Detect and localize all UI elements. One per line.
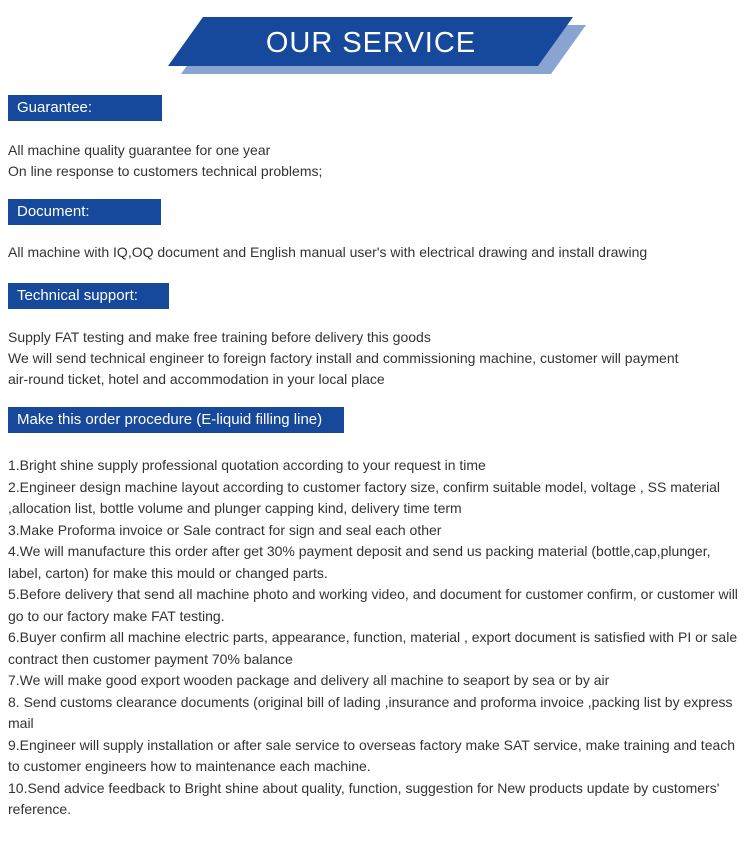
text-line: 9.Engineer will supply installation or after sale service to overseas factory make SAT service, make training and teach [8,736,736,753]
text-line: 1.Bright shine supply professional quotation according to your request in time [8,457,486,473]
text-line: 7.We will make good export wooden package and delivery all machine to seaport by sea or by air [8,672,610,688]
section-heading-technical-support: Technical support: [8,283,169,309]
text-line: go to our factory make FAT testing. [8,607,225,624]
section-order-procedure [0,407,750,821]
section-body-technical-support [8,327,746,390]
text-line: 3.Make Proforma invoice or Sale contract for sign and seal each other [8,521,442,538]
text-line: 8. Send customs clearance documents (original bill of lading ,insurance and proforma invoice ,packing list by express [8,693,733,710]
text-line: Supply FAT testing and make free training before delivery this goods [8,329,431,345]
text-line: reference. [8,801,72,817]
text-line: All machine quality guarantee for one year [8,142,271,158]
section-body-order-procedure [8,455,746,821]
text-line: On line response to customers technical problems; [8,163,323,179]
section-heading-order-procedure: Make this order procedure (E-liquid filling line) [8,407,344,433]
text-line: ,allocation list, bottle volume and plunger capping kind, delivery time term [8,500,462,516]
text-line: air-round ticket, hotel and accommodation in your local place [8,371,385,387]
text-line: 2.Engineer design machine layout according to customer factory size, confirm suitable model, voltage , SS material [8,478,721,495]
text-line: 10.Send advice feedback to Bright shine about quality, function, suggestion for New products update by customers' [8,779,720,796]
section-document [0,199,750,263]
text-line: contract then customer payment 70% balance [8,650,293,667]
section-body-guarantee [8,140,746,182]
text-line: label, carton) for make this mould or changed parts. [8,564,328,581]
section-heading-guarantee: Guarantee: [8,95,162,121]
text-line: All machine with IQ,OQ document and English manual user's with electrical drawing and install drawing [8,244,648,260]
service-banner [0,0,750,90]
text-line: 4.We will manufacture this order after get 30% payment deposit and send us packing material (bottle,cap,plunger, [8,543,711,559]
text-line: mail [8,715,34,731]
section-guarantee [0,95,750,182]
text-line: 5.Before delivery that send all machine photo and working video, and document for customer confirm, or customer will [8,586,738,602]
service-banner-graphic [0,0,750,90]
text-line: 6.Buyer confirm all machine electric parts, appearance, function, material , export document is satisfied with PI or sale [8,629,738,645]
banner-title: OUR SERVICE [265,27,477,59]
section-heading-document: Document: [8,199,161,225]
section-technical-support [0,283,750,390]
text-line: We will send technical engineer to foreign factory install and commissioning machine, customer will payment [8,350,679,366]
text-line: to customer engineers how to maintenance each machine. [8,758,371,774]
section-body-document [8,242,746,263]
